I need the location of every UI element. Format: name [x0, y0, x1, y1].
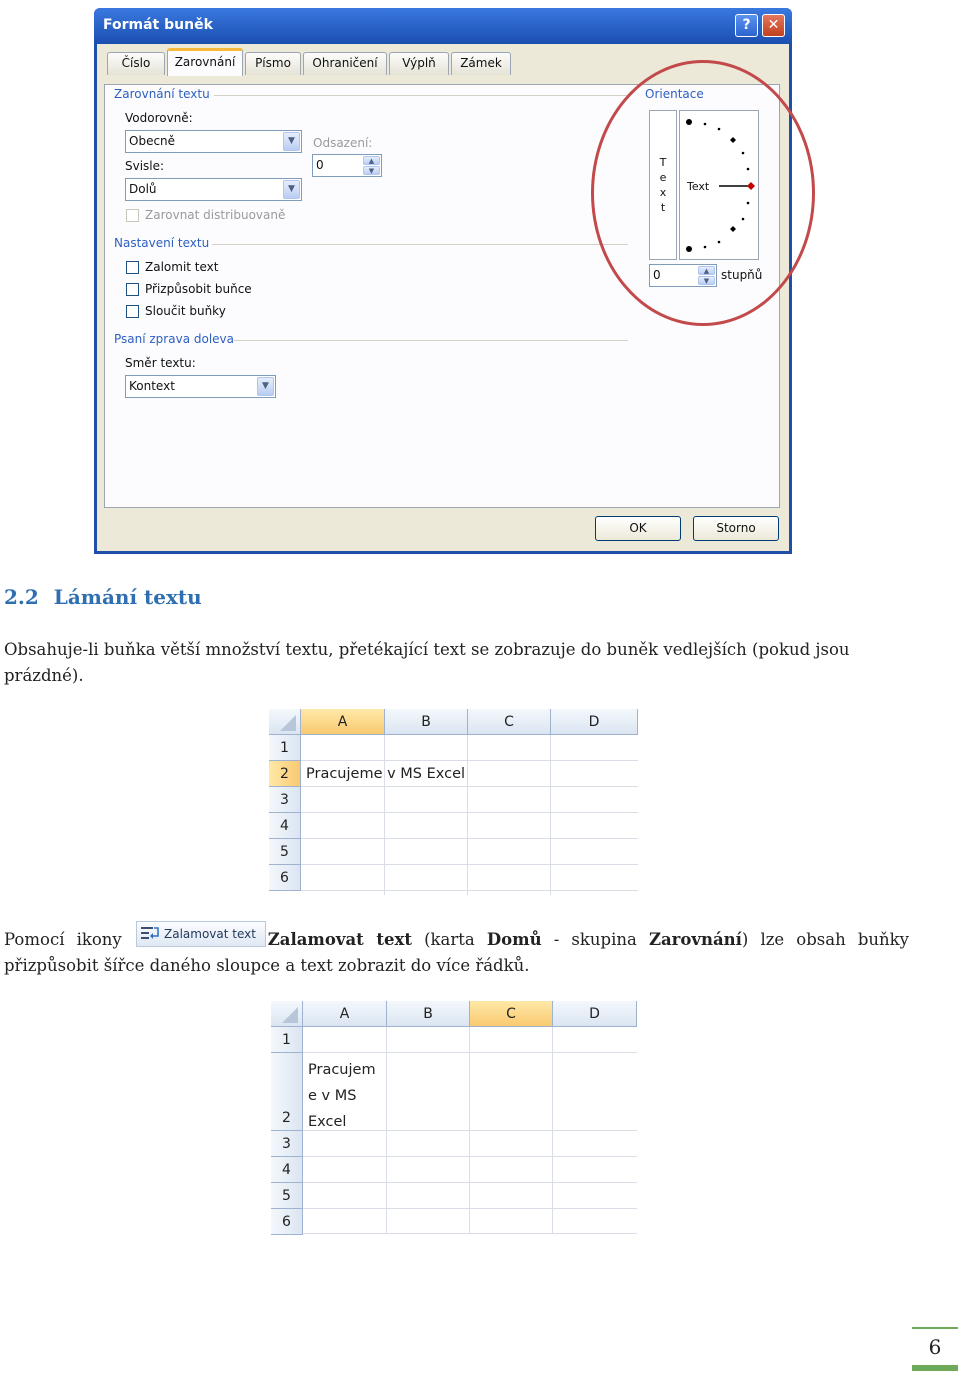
spreadsheet-overflow: [269, 709, 638, 895]
vertical-text-letter: T: [659, 156, 667, 169]
distributed-checkbox: [126, 209, 139, 222]
corner-triangle-icon: [272, 1001, 302, 1026]
para2-prefix: Pomocí ikony: [4, 930, 122, 949]
para2-suffix-line2: přizpůsobit šířce daného sloupce a text zobrazit do více řádků.: [4, 956, 530, 975]
horizontal-select[interactable]: [125, 130, 302, 153]
dialog-title: Formát buněk: [103, 17, 213, 33]
select-all-corner[interactable]: [271, 1001, 303, 1027]
spin-down-icon[interactable]: ▼: [698, 276, 715, 285]
horizontal-label: Vodorovně:: [125, 111, 193, 125]
degrees-label: stupňů: [721, 268, 763, 282]
column-header-b[interactable]: B: [387, 1001, 470, 1027]
text-control-section-title: Nastavení textu: [114, 236, 210, 250]
row-header-2[interactable]: 2: [271, 1053, 303, 1131]
row-header-4[interactable]: 4: [269, 813, 301, 839]
column-header-c[interactable]: C: [468, 709, 551, 735]
column-header-d[interactable]: D: [551, 709, 638, 735]
select-all-corner[interactable]: [269, 709, 301, 735]
merge-label: Sloučit buňky: [145, 304, 226, 318]
rtl-section-title: Psaní zprava doleva: [114, 332, 234, 346]
wrap-text-button[interactable]: [136, 921, 266, 947]
row-header-6[interactable]: 6: [271, 1209, 303, 1235]
close-button[interactable]: ✕: [762, 14, 785, 37]
vertical-select[interactable]: [125, 178, 302, 201]
para2-bold-home: Domů: [486, 930, 542, 949]
indent-stepper[interactable]: [312, 154, 382, 177]
sheet1-grid: [301, 735, 638, 895]
para2-suffix-line1: ) lze obsah buňky: [741, 930, 909, 949]
cell-a2-line: Excel: [308, 1114, 347, 1130]
row-header-1[interactable]: 1: [271, 1027, 303, 1053]
vertical-text-letter: x: [659, 186, 667, 199]
direction-label: Směr textu:: [125, 356, 196, 370]
tab-alignment[interactable]: Zarovnání: [167, 48, 243, 76]
horizontal-value: Obecně: [129, 134, 176, 148]
para2-bold-alignment: Zarovnání: [648, 930, 742, 949]
degrees-value: 0: [653, 268, 661, 282]
spin-down-icon[interactable]: ▼: [363, 166, 380, 175]
row-header-2[interactable]: 2: [269, 761, 301, 787]
cancel-button[interactable]: Storno: [693, 516, 779, 541]
wrap-text-checkbox[interactable]: [126, 261, 139, 274]
column-header-d[interactable]: D: [553, 1001, 637, 1027]
section-divider: [212, 244, 628, 245]
column-header-a[interactable]: A: [303, 1001, 387, 1027]
spin-up-icon[interactable]: ▲: [363, 156, 380, 165]
tab-protection[interactable]: Zámek: [451, 52, 511, 75]
ok-button[interactable]: OK: [595, 516, 681, 541]
section-heading: [4, 585, 202, 609]
heading-number: 2.2: [4, 585, 39, 609]
cell-a2[interactable]: [308, 1057, 376, 1135]
column-header-c[interactable]: C: [470, 1001, 553, 1027]
para2-bold-wrap: Zalamovat text: [267, 930, 412, 949]
shrink-checkbox[interactable]: [126, 283, 139, 296]
row-header-5[interactable]: 5: [269, 839, 301, 865]
tab-number[interactable]: Číslo: [107, 52, 165, 75]
cell-a2[interactable]: Pracujeme v MS Excel: [306, 766, 466, 782]
corner-triangle-icon: [270, 709, 300, 734]
cell-a2-line: e v MS: [308, 1088, 357, 1104]
chevron-down-icon: ▼: [257, 377, 274, 396]
column-header-a[interactable]: A: [301, 709, 385, 735]
paragraph-wrap-line2: [4, 953, 530, 979]
chevron-down-icon: ▼: [283, 132, 300, 151]
row-header-5[interactable]: 5: [271, 1183, 303, 1209]
tab-border[interactable]: Ohraničení: [303, 52, 387, 75]
row-header-3[interactable]: 3: [269, 787, 301, 813]
wrap-text-icon: [141, 926, 161, 942]
tab-fill[interactable]: Výplň: [389, 52, 449, 75]
vertical-value: Dolů: [129, 182, 157, 196]
row-header-6[interactable]: 6: [269, 865, 301, 891]
help-button[interactable]: ?: [735, 14, 758, 37]
chevron-down-icon: ▼: [283, 180, 300, 199]
para2-text: - skupina: [553, 930, 637, 949]
row-header-4[interactable]: 4: [271, 1157, 303, 1183]
indent-label: Odsazení:: [313, 136, 373, 150]
alignment-section-title: Zarovnání textu: [114, 87, 210, 101]
wrap-text-label: Zalomit text: [145, 260, 219, 274]
wrap-text-button-label: Zalamovat text: [164, 927, 256, 941]
vertical-text-letter: t: [660, 201, 666, 214]
direction-select[interactable]: [125, 375, 276, 398]
indent-value: 0: [316, 158, 324, 172]
spin-up-icon[interactable]: ▲: [698, 266, 715, 275]
tab-font[interactable]: Písmo: [245, 52, 301, 75]
section-divider: [234, 340, 628, 341]
paragraph-overflow: Obsahuje-li buňka větší množství textu, přetékající text se zobrazuje do buněk vedlejších (pokud jsou prázdné).: [4, 640, 850, 685]
merge-checkbox[interactable]: [126, 305, 139, 318]
highlight-circle: [591, 60, 815, 326]
dialog-titlebar: [94, 8, 792, 44]
row-header-1[interactable]: 1: [269, 735, 301, 761]
section-divider: [214, 95, 628, 96]
column-header-b[interactable]: B: [385, 709, 468, 735]
row-header-3[interactable]: 3: [271, 1131, 303, 1157]
shrink-label: Přizpůsobit buňce: [145, 282, 252, 296]
page-number: 6: [912, 1327, 958, 1371]
cell-a2-line: Pracujem: [308, 1062, 376, 1078]
spreadsheet-wrapped: [271, 1001, 637, 1234]
vertical-label: Svisle:: [125, 159, 165, 173]
dial-text-label: Text: [687, 180, 710, 193]
heading-title: Lámání textu: [53, 585, 202, 609]
distributed-label: Zarovnat distribuovaně: [145, 208, 286, 222]
direction-value: Kontext: [129, 379, 175, 393]
vertical-text-letter: e: [659, 171, 667, 184]
orientation-section-title: Orientace: [645, 87, 704, 101]
para2-text: (karta: [424, 930, 475, 949]
